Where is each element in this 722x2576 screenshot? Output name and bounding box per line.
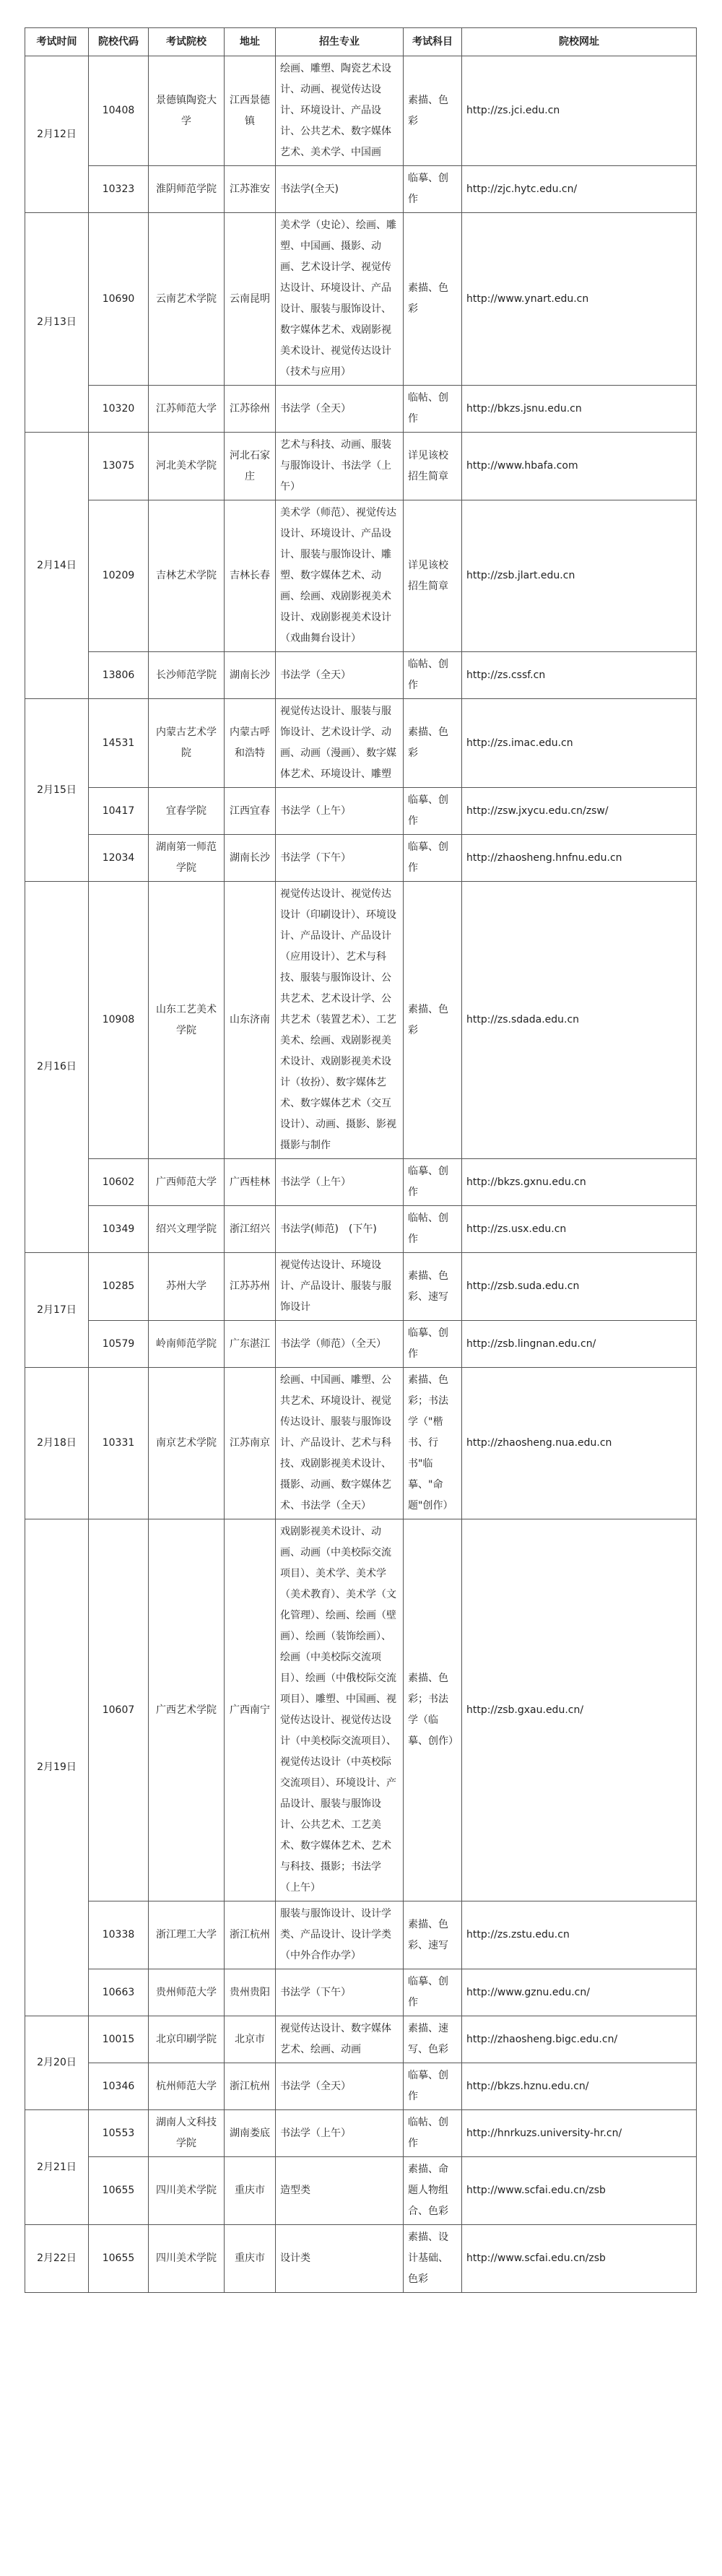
table-body xyxy=(25,56,697,2293)
address-cell: 重庆市 xyxy=(225,2225,276,2293)
subject-cell: 临摹、创作 xyxy=(404,1969,462,2016)
subject-cell: 临帖、创作 xyxy=(404,2110,462,2157)
subject-cell: 素描、色彩 xyxy=(404,213,462,386)
school-name-cell: 景德镇陶瓷大学 xyxy=(149,56,225,166)
school-name-cell: 岭南师范学院 xyxy=(149,1321,225,1368)
website-cell[interactable]: http://bkzs.gxnu.edu.cn xyxy=(462,1159,697,1206)
subject-cell: 临摹、创作 xyxy=(404,788,462,835)
major-cell: 绘画、雕塑、陶瓷艺术设计、动画、视觉传达设计、环境设计、产品设计、公共艺术、数字媒体艺术、美术学、中国画 xyxy=(276,56,404,166)
exam-date-cell: 2月17日 xyxy=(25,1253,89,1368)
website-cell[interactable]: http://zs.sdada.edu.cn xyxy=(462,882,697,1159)
table-row xyxy=(25,1519,697,1901)
exam-date-cell: 2月15日 xyxy=(25,699,89,882)
school-name-cell: 苏州大学 xyxy=(149,1253,225,1321)
address-cell: 广西桂林 xyxy=(225,1159,276,1206)
school-code-cell: 10209 xyxy=(89,500,149,652)
website-cell[interactable]: http://zjc.hytc.edu.cn/ xyxy=(462,166,697,213)
header-website: 院校网址 xyxy=(462,28,697,56)
school-code-cell: 10331 xyxy=(89,1368,149,1519)
website-cell[interactable]: http://zs.zstu.edu.cn xyxy=(462,1901,697,1969)
website-cell[interactable]: http://zs.jci.edu.cn xyxy=(462,56,697,166)
website-cell[interactable]: http://www.scfai.edu.cn/zsb xyxy=(462,2157,697,2225)
school-code-cell: 10579 xyxy=(89,1321,149,1368)
subject-cell: 素描、色彩、速写 xyxy=(404,1253,462,1321)
table-row xyxy=(25,788,697,835)
address-cell: 江苏南京 xyxy=(225,1368,276,1519)
school-name-cell: 浙江理工大学 xyxy=(149,1901,225,1969)
address-cell: 江苏徐州 xyxy=(225,386,276,433)
table-row xyxy=(25,2225,697,2293)
table-row xyxy=(25,2063,697,2110)
address-cell: 浙江杭州 xyxy=(225,1901,276,1969)
school-name-cell: 淮阴师范学院 xyxy=(149,166,225,213)
subject-cell: 详见该校招生简章 xyxy=(404,500,462,652)
school-name-cell: 河北美术学院 xyxy=(149,433,225,500)
address-cell: 湖南长沙 xyxy=(225,835,276,882)
subject-cell: 素描、色彩；书法学（临摹、创作） xyxy=(404,1519,462,1901)
exam-schedule-table xyxy=(25,27,697,2293)
major-cell: 书法学（下午） xyxy=(276,835,404,882)
address-cell: 北京市 xyxy=(225,2016,276,2063)
table-row xyxy=(25,1969,697,2016)
school-name-cell: 广西艺术学院 xyxy=(149,1519,225,1901)
website-cell[interactable]: http://www.scfai.edu.cn/zsb xyxy=(462,2225,697,2293)
school-name-cell: 湖南人文科技学院 xyxy=(149,2110,225,2157)
subject-cell: 详见该校招生简章 xyxy=(404,433,462,500)
table-row xyxy=(25,500,697,652)
school-code-cell: 10607 xyxy=(89,1519,149,1901)
major-cell: 书法学(师范) (下午) xyxy=(276,1206,404,1253)
address-cell: 云南昆明 xyxy=(225,213,276,386)
website-cell[interactable]: http://hnrkuzs.university-hr.cn/ xyxy=(462,2110,697,2157)
exam-date-cell: 2月12日 xyxy=(25,56,89,213)
major-cell: 造型类 xyxy=(276,2157,404,2225)
header-exam-date: 考试时间 xyxy=(25,28,89,56)
exam-date-cell: 2月16日 xyxy=(25,882,89,1253)
table-row xyxy=(25,1253,697,1321)
header-school-code: 院校代码 xyxy=(89,28,149,56)
address-cell: 河北石家庄 xyxy=(225,433,276,500)
subject-cell: 素描、色彩、速写 xyxy=(404,1901,462,1969)
website-cell[interactable]: http://www.hbafa.com xyxy=(462,433,697,500)
website-cell[interactable]: http://zhaosheng.nua.edu.cn xyxy=(462,1368,697,1519)
school-code-cell: 10655 xyxy=(89,2225,149,2293)
major-cell: 书法学（全天） xyxy=(276,386,404,433)
website-cell[interactable]: http://zs.usx.edu.cn xyxy=(462,1206,697,1253)
major-cell: 视觉传达设计、数字媒体艺术、绘画、动画 xyxy=(276,2016,404,2063)
address-cell: 江苏苏州 xyxy=(225,1253,276,1321)
subject-cell: 素描、速写、色彩 xyxy=(404,2016,462,2063)
school-name-cell: 四川美术学院 xyxy=(149,2225,225,2293)
major-cell: 视觉传达设计、服装与服饰设计、艺术设计学、动画、动画（漫画）、数字媒体艺术、环境设计、雕塑 xyxy=(276,699,404,788)
table-header xyxy=(25,28,697,56)
table-row xyxy=(25,699,697,788)
exam-date-cell: 2月20日 xyxy=(25,2016,89,2110)
subject-cell: 临摹、创作 xyxy=(404,1321,462,1368)
header-school-name: 考试院校 xyxy=(149,28,225,56)
address-cell: 湖南娄底 xyxy=(225,2110,276,2157)
major-cell: 美术学（师范）、视觉传达设计、环境设计、产品设计、服装与服饰设计、雕塑、数字媒体艺术、动画、绘画、戏剧影视美术设计、戏剧影视美术设计（戏曲舞台设计） xyxy=(276,500,404,652)
website-cell[interactable]: http://zs.imac.edu.cn xyxy=(462,699,697,788)
website-cell[interactable]: http://bkzs.jsnu.edu.cn xyxy=(462,386,697,433)
major-cell: 视觉传达设计、视觉传达设计（印刷设计）、环境设计、产品设计、产品设计（应用设计）、艺术与科技、服装与服饰设计、公共艺术、艺术设计学、公共艺术（装置艺术）、工艺美术、绘画、戏剧影视美术设计、戏剧影视美术设计（妆扮）、数字媒体艺术、数字媒体艺术（交互设计）、动画、摄影、影视摄影与制作 xyxy=(276,882,404,1159)
major-cell: 美术学（史论）、绘画、雕塑、中国画、摄影、动画、艺术设计学、视觉传达设计、环境设计、产品设计、服装与服饰设计、数字媒体艺术、戏剧影视美术设计、视觉传达设计（技术与应用） xyxy=(276,213,404,386)
school-name-cell: 四川美术学院 xyxy=(149,2157,225,2225)
major-cell: 戏剧影视美术设计、动画、动画（中美校际交流项目）、美术学、美术学（美术教育）、美术学（文化管理）、绘画、绘画（壁画）、绘画（装饰绘画）、绘画（中美校际交流项目）、绘画（中俄校际交流项目）、雕塑、中国画、视觉传达设计、视觉传达设计（中美校际交流项目）、视觉传达设计（中英校际交流项目）、环境设计、产品设计、服装与服饰设计、公共艺术、工艺美术、数字媒体艺术、艺术与科技、摄影；书法学（上午） xyxy=(276,1519,404,1901)
address-cell: 重庆市 xyxy=(225,2157,276,2225)
table-row xyxy=(25,213,697,386)
exam-date-cell: 2月18日 xyxy=(25,1368,89,1519)
subject-cell: 临摹、创作 xyxy=(404,2063,462,2110)
school-code-cell: 10690 xyxy=(89,213,149,386)
exam-date-cell: 2月21日 xyxy=(25,2110,89,2225)
exam-date-cell: 2月14日 xyxy=(25,433,89,699)
subject-cell: 素描、设计基础、色彩 xyxy=(404,2225,462,2293)
website-cell[interactable]: http://zhaosheng.hnfnu.edu.cn xyxy=(462,835,697,882)
address-cell: 浙江杭州 xyxy=(225,2063,276,2110)
school-code-cell: 10338 xyxy=(89,1901,149,1969)
school-code-cell: 12034 xyxy=(89,835,149,882)
header-subject: 考试科目 xyxy=(404,28,462,56)
website-cell[interactable]: http://zsb.jlart.edu.cn xyxy=(462,500,697,652)
table-row xyxy=(25,835,697,882)
subject-cell: 素描、色彩 xyxy=(404,882,462,1159)
school-name-cell: 绍兴文理学院 xyxy=(149,1206,225,1253)
school-code-cell: 13075 xyxy=(89,433,149,500)
school-code-cell: 10320 xyxy=(89,386,149,433)
school-code-cell: 10655 xyxy=(89,2157,149,2225)
address-cell: 江西宜春 xyxy=(225,788,276,835)
major-cell: 书法学(全天) xyxy=(276,166,404,213)
header-major: 招生专业 xyxy=(276,28,404,56)
table-row xyxy=(25,2110,697,2157)
school-code-cell: 10553 xyxy=(89,2110,149,2157)
address-cell: 吉林长春 xyxy=(225,500,276,652)
exam-date-cell: 2月22日 xyxy=(25,2225,89,2293)
website-cell[interactable]: http://www.gznu.edu.cn/ xyxy=(462,1969,697,2016)
website-cell[interactable]: http://zsb.gxau.edu.cn/ xyxy=(462,1519,697,1901)
major-cell: 书法学（下午） xyxy=(276,1969,404,2016)
exam-date-cell: 2月19日 xyxy=(25,1519,89,2016)
school-name-cell: 宜春学院 xyxy=(149,788,225,835)
major-cell: 视觉传达设计、环境设计、产品设计、服装与服饰设计 xyxy=(276,1253,404,1321)
exam-date-cell: 2月13日 xyxy=(25,213,89,433)
school-name-cell: 吉林艺术学院 xyxy=(149,500,225,652)
subject-cell: 临帖、创作 xyxy=(404,1206,462,1253)
website-cell[interactable]: http://zsw.jxycu.edu.cn/zsw/ xyxy=(462,788,697,835)
subject-cell: 临摹、创作 xyxy=(404,1159,462,1206)
website-cell[interactable]: http://zs.cssf.cn xyxy=(462,652,697,699)
school-code-cell: 14531 xyxy=(89,699,149,788)
major-cell: 书法学（上午） xyxy=(276,788,404,835)
major-cell: 艺术与科技、动画、服装与服饰设计、书法学（上午） xyxy=(276,433,404,500)
school-code-cell: 10663 xyxy=(89,1969,149,2016)
subject-cell: 临帖、创作 xyxy=(404,652,462,699)
major-cell: 绘画、中国画、雕塑、公共艺术、环境设计、视觉传达设计、服装与服饰设计、产品设计、艺术与科技、戏剧影视美术设计、摄影、动画、数字媒体艺术、书法学（全天） xyxy=(276,1368,404,1519)
school-name-cell: 内蒙古艺术学院 xyxy=(149,699,225,788)
school-name-cell: 贵州师范大学 xyxy=(149,1969,225,2016)
table-row xyxy=(25,1206,697,1253)
school-code-cell: 10908 xyxy=(89,882,149,1159)
website-cell[interactable]: http://www.ynart.edu.cn xyxy=(462,213,697,386)
header-address: 地址 xyxy=(225,28,276,56)
address-cell: 内蒙古呼和浩特 xyxy=(225,699,276,788)
school-code-cell: 13806 xyxy=(89,652,149,699)
school-name-cell: 云南艺术学院 xyxy=(149,213,225,386)
header-row xyxy=(25,28,697,56)
address-cell: 湖南长沙 xyxy=(225,652,276,699)
major-cell: 书法学（全天） xyxy=(276,652,404,699)
major-cell: 服装与服饰设计、设计学类、产品设计、设计学类（中外合作办学） xyxy=(276,1901,404,1969)
school-code-cell: 10349 xyxy=(89,1206,149,1253)
school-name-cell: 长沙师范学院 xyxy=(149,652,225,699)
school-name-cell: 广西师范大学 xyxy=(149,1159,225,1206)
address-cell: 贵州贵阳 xyxy=(225,1969,276,2016)
major-cell: 书法学（全天） xyxy=(276,2063,404,2110)
school-code-cell: 10346 xyxy=(89,2063,149,2110)
address-cell: 江苏淮安 xyxy=(225,166,276,213)
table-row xyxy=(25,1901,697,1969)
address-cell: 山东济南 xyxy=(225,882,276,1159)
subject-cell: 素描、色彩 xyxy=(404,699,462,788)
table-row xyxy=(25,1159,697,1206)
website-cell[interactable]: http://zhaosheng.bigc.edu.cn/ xyxy=(462,2016,697,2063)
address-cell: 江西景德镇 xyxy=(225,56,276,166)
website-cell[interactable]: http://zsb.suda.edu.cn xyxy=(462,1253,697,1321)
website-cell[interactable]: http://bkzs.hznu.edu.cn/ xyxy=(462,2063,697,2110)
table-row xyxy=(25,433,697,500)
table-row xyxy=(25,166,697,213)
school-name-cell: 南京艺术学院 xyxy=(149,1368,225,1519)
school-code-cell: 10602 xyxy=(89,1159,149,1206)
school-code-cell: 10285 xyxy=(89,1253,149,1321)
table-row xyxy=(25,386,697,433)
table-row xyxy=(25,2157,697,2225)
major-cell: 书法学（师范）（全天） xyxy=(276,1321,404,1368)
school-name-cell: 江苏师范大学 xyxy=(149,386,225,433)
school-code-cell: 10323 xyxy=(89,166,149,213)
school-name-cell: 北京印刷学院 xyxy=(149,2016,225,2063)
table-row xyxy=(25,1368,697,1519)
address-cell: 广东湛江 xyxy=(225,1321,276,1368)
school-code-cell: 10417 xyxy=(89,788,149,835)
address-cell: 浙江绍兴 xyxy=(225,1206,276,1253)
school-code-cell: 10408 xyxy=(89,56,149,166)
subject-cell: 临摹、创作 xyxy=(404,166,462,213)
school-name-cell: 山东工艺美术学院 xyxy=(149,882,225,1159)
table-row xyxy=(25,882,697,1159)
subject-cell: 临摹、创作 xyxy=(404,835,462,882)
school-name-cell: 杭州师范大学 xyxy=(149,2063,225,2110)
school-code-cell: 10015 xyxy=(89,2016,149,2063)
major-cell: 书法学（上午） xyxy=(276,2110,404,2157)
table-row xyxy=(25,56,697,166)
table-row xyxy=(25,2016,697,2063)
school-name-cell: 湖南第一师范学院 xyxy=(149,835,225,882)
table-row xyxy=(25,1321,697,1368)
table-row xyxy=(25,652,697,699)
major-cell: 书法学（上午） xyxy=(276,1159,404,1206)
subject-cell: 素描、色彩；书法学（"楷书、行书"临摹、"命题"创作） xyxy=(404,1368,462,1519)
subject-cell: 素描、色彩 xyxy=(404,56,462,166)
website-cell[interactable]: http://zsb.lingnan.edu.cn/ xyxy=(462,1321,697,1368)
major-cell: 设计类 xyxy=(276,2225,404,2293)
address-cell: 广西南宁 xyxy=(225,1519,276,1901)
subject-cell: 临帖、创作 xyxy=(404,386,462,433)
subject-cell: 素描、命题人物组合、色彩 xyxy=(404,2157,462,2225)
